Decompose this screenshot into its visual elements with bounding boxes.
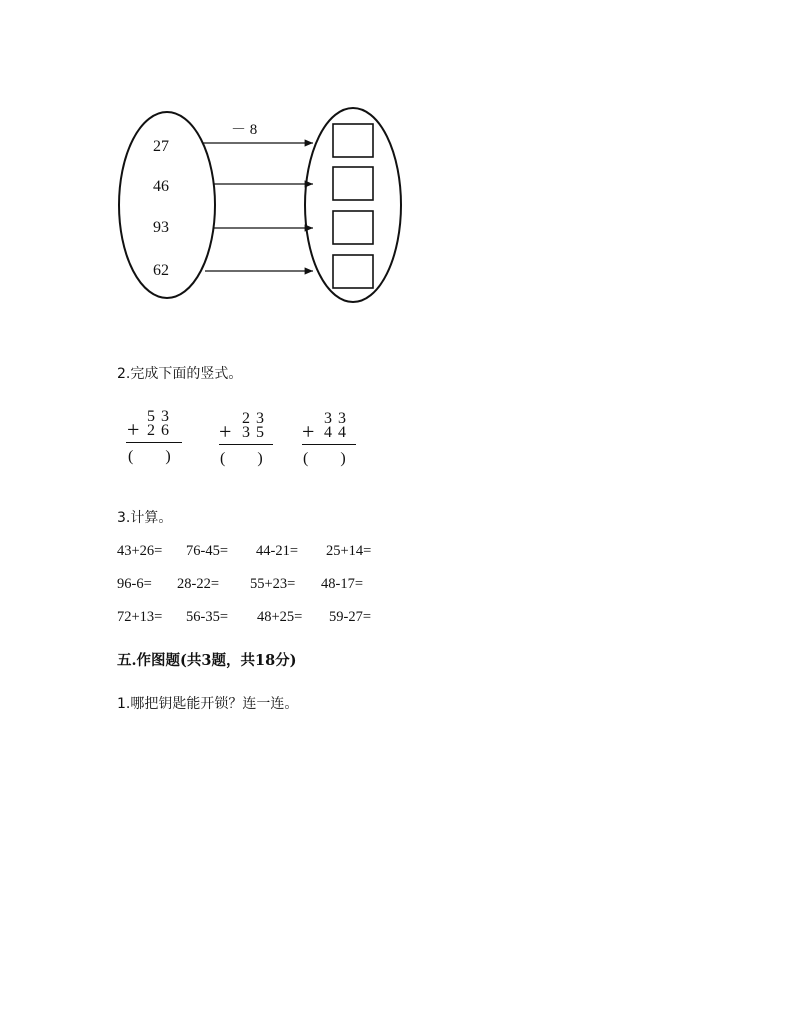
vertical-problem-2 <box>216 410 276 465</box>
vp1-top: 5 3 <box>147 408 170 425</box>
calc-r3-c2: 56-35= <box>186 609 229 625</box>
vp2-top: 2 3 <box>242 410 265 427</box>
q3-title: 3.计算。 <box>117 510 173 526</box>
vp1-bottom: 2 6 <box>147 422 170 439</box>
vp1-answer[interactable]: ( ) <box>128 448 171 465</box>
calc-r1-c2: 76-45= <box>186 543 229 559</box>
vp3-top: 3 3 <box>324 410 347 427</box>
calc-r2-c4: 48-17= <box>321 576 364 592</box>
input-62: 62 <box>153 262 169 279</box>
vertical-problem-1 <box>124 408 184 463</box>
answer-box-1[interactable] <box>333 124 373 157</box>
answer-box-4[interactable] <box>333 255 373 288</box>
calc-r3-c4: 59-27= <box>329 609 372 625</box>
mapping-diagram <box>110 105 410 315</box>
output-ellipse <box>305 108 401 302</box>
vp3-answer[interactable]: ( ) <box>303 450 346 467</box>
calc-r2-c2: 28-22= <box>177 576 220 592</box>
input-93: 93 <box>153 219 169 236</box>
vertical-problem-3 <box>299 410 359 465</box>
vp2-bottom: 3 5 <box>242 424 265 441</box>
q2-title: 2.完成下面的竖式。 <box>117 366 243 382</box>
vp3-bottom: 4 4 <box>324 424 347 441</box>
operator-label: － 8 <box>231 122 258 138</box>
calc-r1-c4: 25+14= <box>326 543 372 559</box>
calc-r1-c3: 44-21= <box>256 543 299 559</box>
vp2-answer[interactable]: ( ) <box>220 450 263 467</box>
vp2-plus: + <box>219 419 232 444</box>
calc-r2-c3: 55+23= <box>250 576 296 592</box>
input-46: 46 <box>153 178 169 195</box>
answer-box-2[interactable] <box>333 167 373 200</box>
vp1-plus: + <box>127 417 140 442</box>
input-27: 27 <box>153 138 169 155</box>
calc-r2-c1: 96-6= <box>117 576 152 592</box>
section5-title: 五.作图题(共3题，共18分) <box>117 652 297 669</box>
s5q1-title: 1.哪把钥匙能开锁？连一连。 <box>117 696 299 712</box>
calc-r3-c1: 72+13= <box>117 609 163 625</box>
calc-r3-c3: 48+25= <box>257 609 303 625</box>
answer-box-3[interactable] <box>333 211 373 244</box>
vp3-plus: + <box>302 419 315 444</box>
calc-r1-c1: 43+26= <box>117 543 163 559</box>
